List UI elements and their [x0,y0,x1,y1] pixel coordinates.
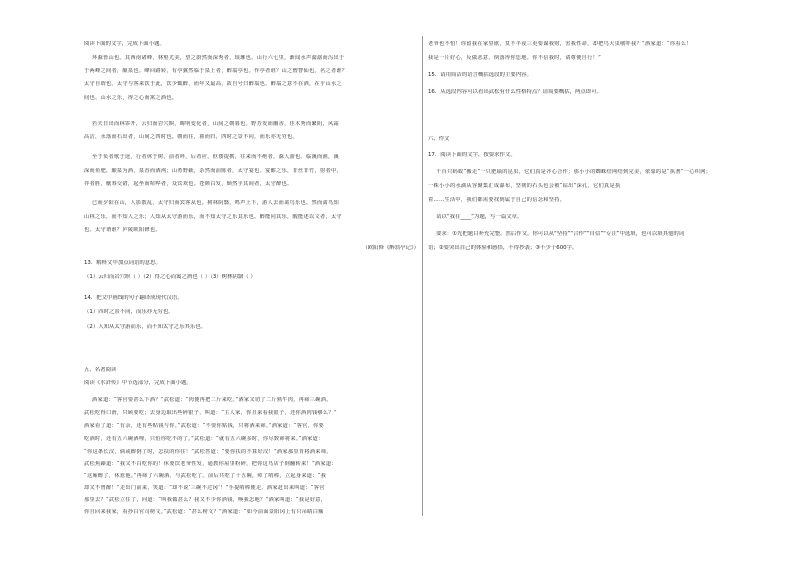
question-13: 13．解释文中加点词语的意思。 [84,260,161,266]
question-14: 14．把文中画线的句子翻译成现代汉语。 [84,295,183,301]
question-intro: 阅读下面的文字，完成下面小题。 [84,41,165,47]
novel-line: 武松焦躁道：“我又不白吃你的！休要饮老爷性发，通教你屋里粉碎，把你这鸟店子倒翻转来！”酒家道： [84,461,337,467]
novel-line: “你这条长汉，倘或醉倒了时，怎扶的你住！”武松答道：“要你扶的不算好汉！”酒家那里肯将酒来筛。 [84,449,332,455]
essay-requirement-line: 语；②要突出自己的体验和感悟，不得抄袭；③不少于600字。 [428,245,578,251]
passage-line: 至于负者歌于途，行者休于树，前者呼，后者应，伛偻提携，往来而不绝者，滁人游也。临溪而渔，溪 [92,154,339,160]
essay-prompt: 请以“我在____”为题，写一篇文章。 [436,214,523,220]
passage-line: 太守自谓也。太守与客来饮于此，饮少辄醉，而年又最高，故自号曰醉翁也。醉翁之意不在酒，在乎山水之 [84,81,342,87]
essay-material-line: 一株小小的水滴从容聚集汇成瀑布，坚韧的石头也会被“钻出”深孔，它们真是执 [428,183,621,189]
column-divider [422,36,423,516]
passage-line: 于两峰之间者，酿泉也。峰回路转，有亭翼然临于泉上者，醉翁亭也。作亭者谁？山之僧智仙也。名之者谁？ [84,68,348,74]
passage-line: 若夫日出而林霏开，云归而岩穴暝，晦明变化者，山间之朝暮也。野芳发而幽香，佳木秀而繁阴，风霜 [92,121,339,127]
section-5-intro: 阅读《水浒传》中节选部分，完成下面小题。 [84,380,192,386]
novel-line: “这厮醉了，休惹他。”再筛了六碗酒，与武松吃了。前后共吃了十五碗。绰了哨棒，立起身来道：“我 [84,473,327,479]
passage-line: 弈者胜，觥筹交错，起坐而喧哗者，众宾欢也。苍颜白发，颓然乎其间者，太守醉也。 [84,181,293,187]
question-13-items: （1）云归而岩穴暝（ ）（2）得之心而寓之酒也（ ）（3）树林阴翳（ ） [84,274,256,280]
section-5-heading: 五、名著阅读 [84,367,117,373]
question-14-item-2: （2）人知从太守游而乐，而不知太守之乐其乐也。 [84,324,207,330]
novel-line: 武松吃得口滑，只顾要吃；去身边取出些碎银子，叫道：“主人家，你且来看我银子，还你酒肉钱够么？” [84,410,337,416]
passage-line: 高洁，水落而石出者，山间之四时也。朝而往，暮而归，四时之景不同，而乐亦无穷也。 [84,134,299,140]
passage-line: 环滁皆山也。其西南诸峰，林壑尤美，望之蔚然而深秀者，琅琊也。山行六七里，渐闻水声潺潺而泻出于 [92,55,345,61]
passage-line: 间也。山水之乐，得之心而寓之酒也。 [84,95,178,101]
question-14-item-1: （1）四时之景不同，而乐亦无穷也。 [84,309,174,315]
question-16: 16．从选段内容可以看出武松有什么性格特点？请简要概括，两点即可。 [428,89,602,95]
passage-line: 山林之乐，而不知人之乐；人知从太守游而乐，而不知太守之乐其乐也。醉能同其乐，醒能述以文者，太守 [84,214,342,220]
question-15: 15．请用简洁的语言概括选段的主要内容。 [428,72,532,78]
novel-continued-line: 老爷也不怕！你留我在家里歇，莫不半夜三更要谋我财，害我性命，却把鸟大虫唬吓我？”酒家道：“你看么！ [428,41,692,47]
passage-line: 已而夕阳在山，人影散乱，太守归而宾客从也。树林阴翳，鸣声上下，游人去而禽鸟乐也。然而禽鸟知 [92,200,339,206]
novel-line: 酒家看了道：“有余，还有些贴钱与你。”武松道：“不要你贴钱，只将酒来筛。”酒家道：“客官，你要 [84,423,325,429]
novel-line: 却又不曾醉！”走出门前来，笑道：“却不说‘三碗不过冈’！”手提哨棒便走。酒家赶出来叫道：“客官 [84,485,325,491]
novel-line: 那里去？”武松立住了，问道：“叫我做甚么？我又不少你酒钱，唤我怎地？”酒家叫道：“我是好意， [84,497,327,503]
essay-material-line: 千百只蚂蚁“搬走”一只肥硕的昆虫，它们真是齐心合作；那小小的蜘蛛结网结到完美，依靠的是“执著”一心织网； [436,169,712,175]
novel-line: 吃酒时，还有五六碗酒哩，只怕你吃不的了。”武松道：“就有五六碗多时，你尽数筛将来。”酒家道： [84,436,324,442]
novel-continued-line: 我是一片好心，反做恶意，倒落得你恁地。你不信我时，请尊便自行！” [428,55,602,61]
question-17: 17．阅读下面的文字，按要求作文。 [428,152,516,158]
passage-line: 也。太守谓谁？庐陵欧阳修也。 [84,227,161,233]
passage-line: 深而鱼肥，酿泉为酒，泉香而酒洌；山肴野蔌，杂然而前陈者，太守宴也。宴酣之乐，非丝非竹，射者中， [84,168,342,174]
section-6-heading: 六、作文 [428,136,450,142]
essay-material-line: 着……生活中，我们都需要找到属于自己的信念和坚持。 [428,197,566,203]
novel-line: 酒家道：“客官要甚么下酒？”武松道：“肉便再把二斤来吃。”酒家又切了二斤熟牛肉，再筛三碗酒。 [92,397,332,403]
novel-line: 你且回来我家，看抄白官司榜文。”武松道：“甚么榜文？”酒家道：“如今前面景阳冈上有只吊睛白额 [84,509,324,515]
passage-source: （欧阳修《醉翁亭记》） [362,245,419,251]
essay-requirement-line: 要求：①先把题目补充完整，然后作文，你可以从“坚持”“合作”“自信”“专注”中选填，也可以填其他的词 [436,231,685,237]
